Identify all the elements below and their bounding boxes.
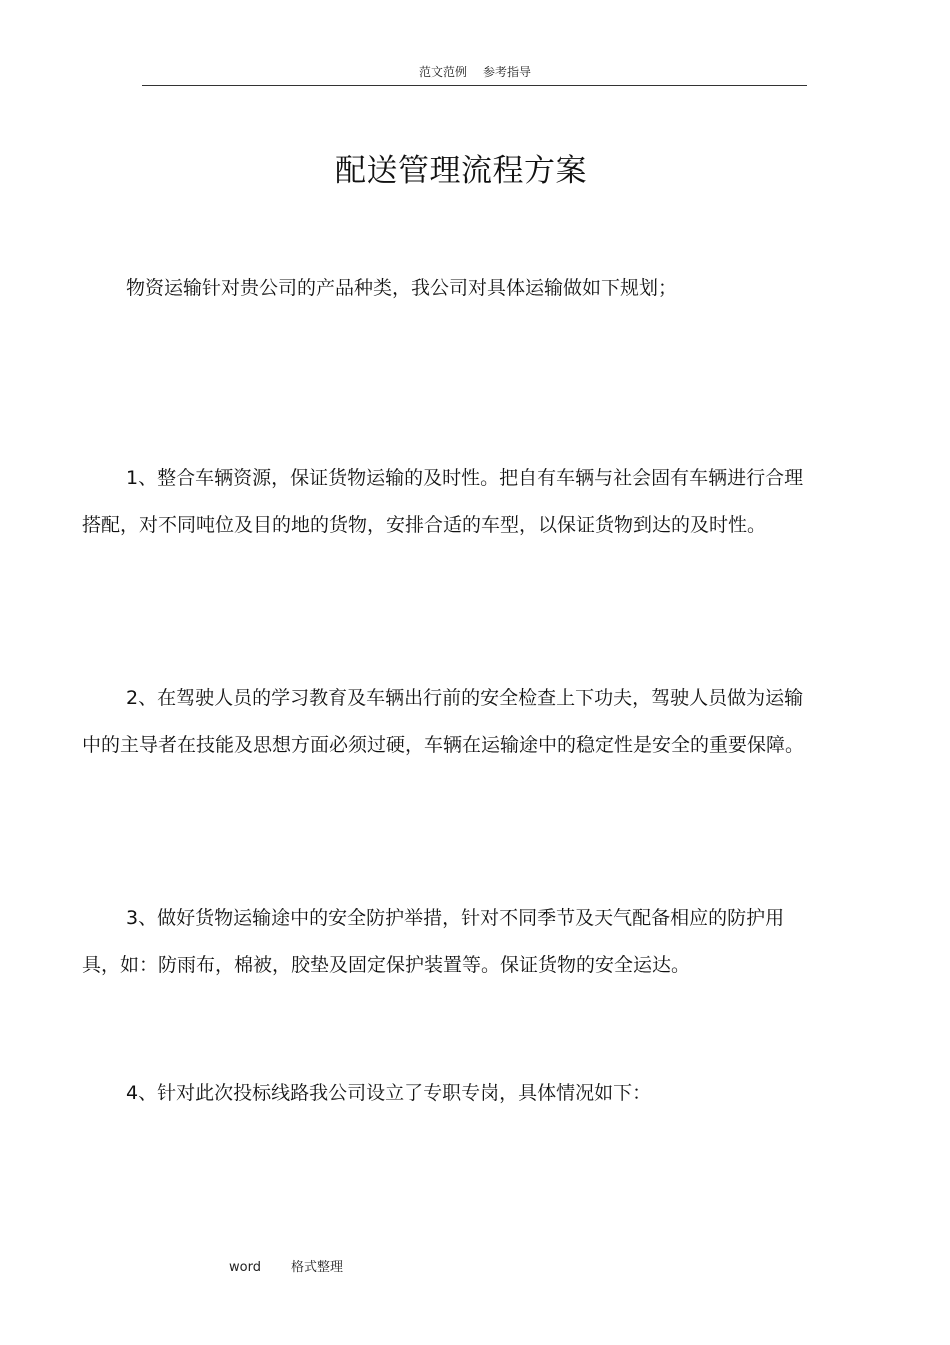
item-paragraph-1 [82,455,810,549]
item-paragraph-4 [82,1070,810,1117]
intro-text: 物资运输针对贵公司的产品种类，我公司对具体运输做如下规划； [126,277,678,299]
item-text-1: 1、整合车辆资源，保证货物运输的及时性。把自有车辆与社会固有车辆进行合理搭配，对不同吨位及目的地的货物，安排合适的车型，以保证货物到达的及时性。 [82,467,804,536]
item-paragraph-2 [82,675,810,769]
document-title: 配送管理流程方案 [335,153,587,189]
intro-paragraph [82,265,810,312]
item-text-4: 4、针对此次投标线路我公司设立了专职专岗，具体情况如下： [126,1082,652,1104]
item-text-3: 3、做好货物运输途中的安全防护举措，针对不同季节及天气配备相应的防护用具，如：防雨布，棉被，胶垫及固定保护装置等。保证货物的安全运达。 [82,907,785,976]
page-header [0,63,950,80]
page-footer [229,1256,343,1275]
item-paragraph-3 [82,895,810,989]
header-rule [142,85,807,86]
footer-left-text: word [229,1260,261,1275]
header-left-text: 范文范例 [418,65,467,79]
item-text-2: 2、在驾驶人员的学习教育及车辆出行前的安全检查上下功夫，驾驶人员做为运输中的主导者在技能及思想方面必须过硬，车辆在运输途中的稳定性是安全的重要保障。 [82,687,805,756]
footer-right-text: 格式整理 [290,1260,343,1275]
header-right-text: 参考指导 [483,65,532,79]
